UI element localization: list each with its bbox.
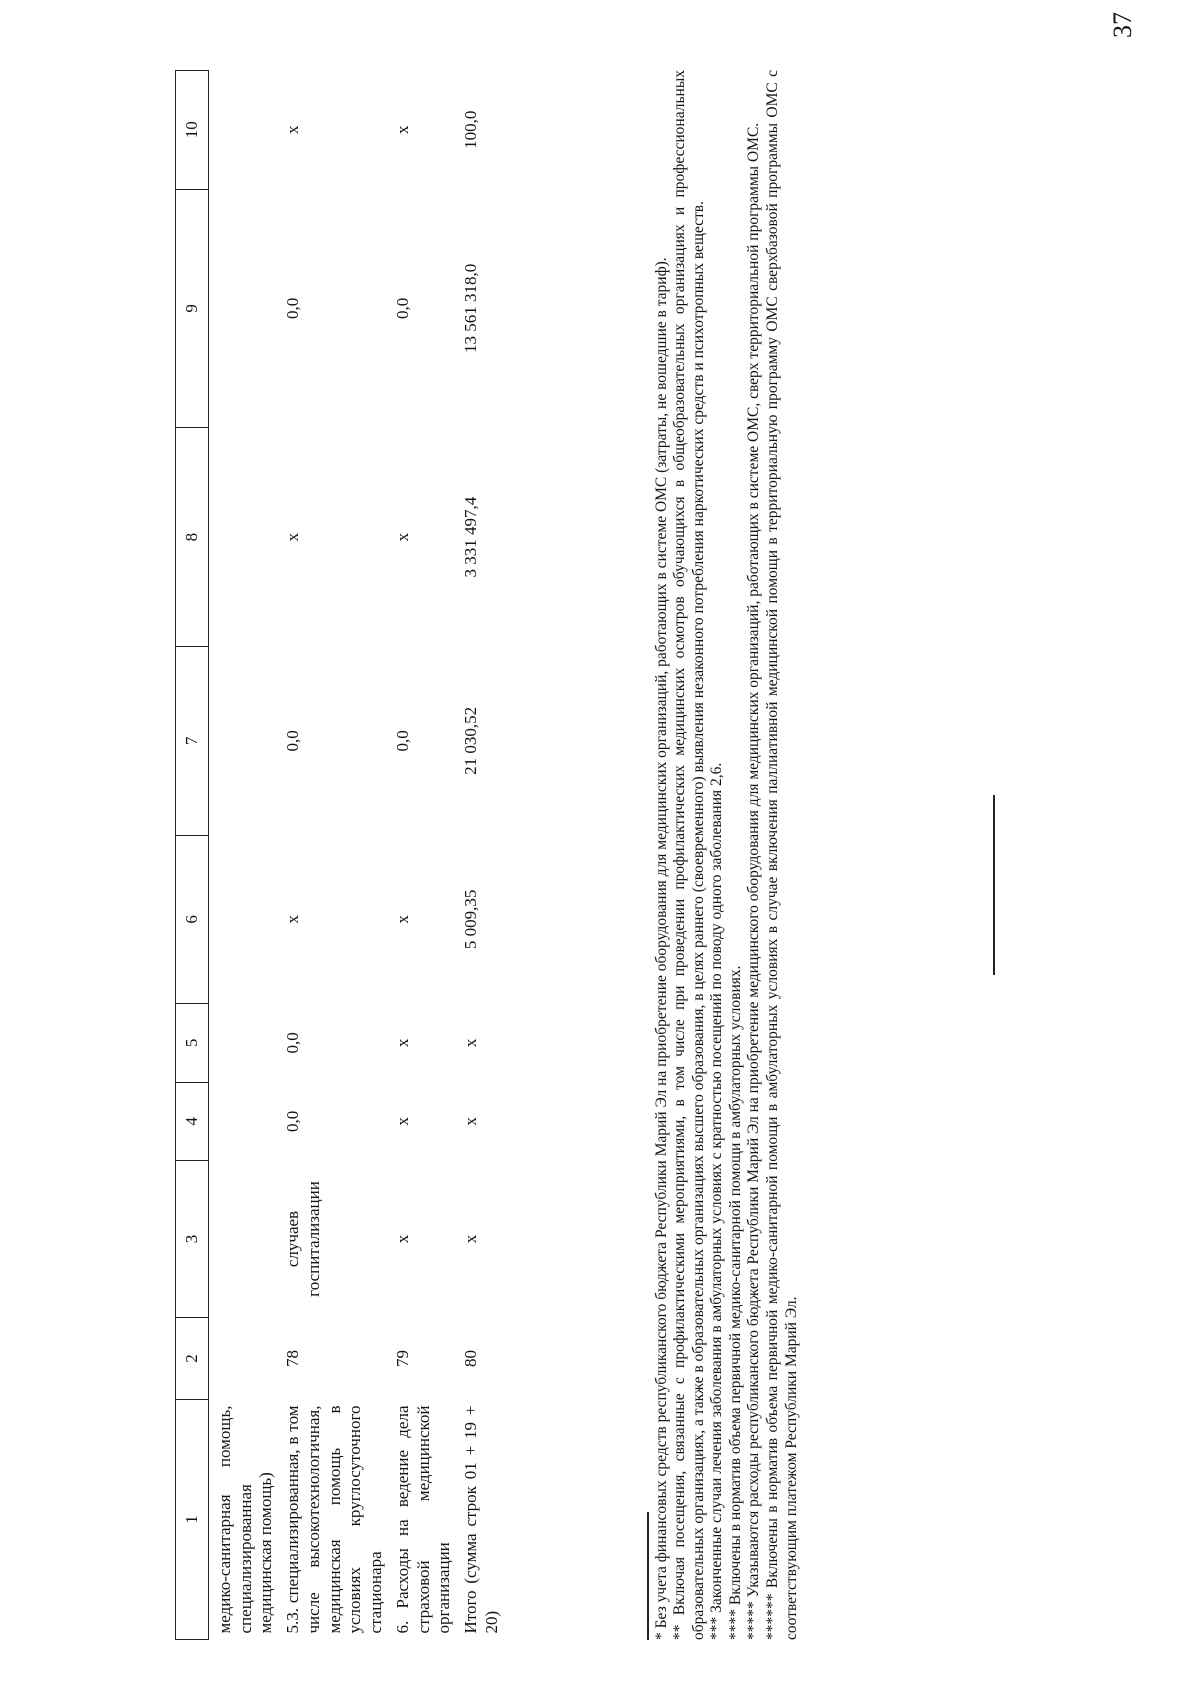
table-row-total xyxy=(455,71,502,1640)
cell-col-9: 0,0 xyxy=(283,297,303,320)
cell-col-6: х xyxy=(283,915,303,924)
cell-col-7: 0,0 xyxy=(392,730,412,752)
col-header-7: 7 xyxy=(176,646,209,835)
cell-col-4: х xyxy=(392,1117,412,1126)
row-unit: х xyxy=(392,1234,412,1244)
row-unit: случаев госпитализации xyxy=(283,1181,323,1297)
cell-col-7: 21 030,52 xyxy=(461,706,481,775)
col-header-8: 8 xyxy=(176,428,209,647)
col-header-4: 4 xyxy=(176,1082,209,1160)
cell-col-10: х xyxy=(283,125,303,135)
financing-table xyxy=(175,70,503,1640)
row-line-number: 78 xyxy=(283,1350,303,1367)
col-header-5: 5 xyxy=(176,1004,209,1082)
row-line-number xyxy=(209,1318,278,1400)
col-header-10: 10 xyxy=(176,71,209,190)
table-row xyxy=(209,71,278,1640)
row-line-number: 80 xyxy=(461,1350,481,1367)
col-header-1: 1 xyxy=(176,1400,209,1640)
footnote-2: ** Включая посещения, связанные с профилактическими мероприятиями, в том числе при проведении профилактических медицинских осмотров обучающихся в общеобразовательных организациях и профессиональных образовательных организациях, а также в образовательных организациях высшего образования, в целях раннего (своевременного) выявления незаконного потребления наркотических средств и психотропных веществ. xyxy=(671,70,707,1640)
cell-col-8: х xyxy=(283,532,303,542)
cell-col-4 xyxy=(209,1082,278,1160)
row-name: медико-санитарная помощь, специализированная медицинская помощь) xyxy=(215,1405,276,1634)
cell-col-10 xyxy=(209,71,278,190)
cell-col-8 xyxy=(209,428,278,647)
col-header-3: 3 xyxy=(176,1161,209,1318)
cell-col-4: 0,0 xyxy=(283,1110,303,1132)
cell-col-8: х xyxy=(392,532,412,542)
cell-col-6: х xyxy=(392,915,412,924)
cell-col-9: 0,0 xyxy=(392,297,412,320)
footnote-5: ***** Указываются расходы республиканского бюджета Республики Марий Эл на приобретение медицинского оборудования для медицинских организаций, работающих в системе ОМС, сверх территориальной программы ОМС. xyxy=(745,122,763,1640)
footnote-6: ****** Включены в норматив объема первичной медико-санитарной помощи в амбулаторных условиях в случае включения паллиативной медицинской помощи в территориальную программу ОМС сверхбазовой программы ОМС с соответствующим платежом Республики Марий Эл. xyxy=(764,70,800,1640)
footnote-4: **** Включены в норматив объема первичной медико-санитарной помощи в амбулаторных условиях. xyxy=(726,965,744,1640)
cell-col-8: 3 331 497,4 xyxy=(461,496,481,578)
row-name: Итого (сумма строк 01 + 19 + 20) xyxy=(461,1405,501,1634)
cell-col-6: 5 009,35 xyxy=(461,889,481,950)
row-name: 6. Расходы на ведение дела страховой медицинской организации xyxy=(392,1405,454,1634)
table-row xyxy=(277,71,387,1640)
end-of-document-rule xyxy=(993,795,995,975)
footnote-separator xyxy=(647,1512,649,1640)
page-number: 37 xyxy=(1108,12,1137,38)
landscape-content xyxy=(175,70,1075,1640)
footnotes xyxy=(647,70,801,1640)
col-header-2: 2 xyxy=(176,1318,209,1400)
col-header-9: 9 xyxy=(176,189,209,428)
row-unit: х xyxy=(461,1234,481,1244)
row-unit xyxy=(209,1161,278,1318)
cell-col-5: х xyxy=(461,1038,481,1048)
cell-col-6 xyxy=(209,835,278,1004)
cell-col-5: х xyxy=(392,1038,412,1048)
footnote-1: * Без учета финансовых средств республиканского бюджета Республики Марий Эл на приобретение оборудования для медицинских организаций, работающих в системе ОМС (затраты, не вошедшие в тариф). xyxy=(652,257,670,1640)
cell-col-10: 100,0 xyxy=(461,110,481,149)
cell-col-7 xyxy=(209,646,278,835)
cell-col-9: 13 561 318,0 xyxy=(461,263,481,354)
footnote-3: *** Законченные случаи лечения заболевания в амбулаторных условиях с кратностью посещений по поводу одного заболевания 2,6. xyxy=(708,762,726,1640)
row-line-number: 79 xyxy=(392,1350,412,1367)
cell-col-5 xyxy=(209,1004,278,1082)
cell-col-4: х xyxy=(461,1117,481,1126)
cell-col-9 xyxy=(209,189,278,428)
col-header-6: 6 xyxy=(176,835,209,1004)
cell-col-10: х xyxy=(392,125,412,135)
table-header-row xyxy=(176,71,209,1640)
table-row xyxy=(387,71,455,1640)
cell-col-5: 0,0 xyxy=(283,1032,303,1054)
row-name: 5.3. специализированная, в том числе высокотехнологичная, медицинская помощь в условиях круглосуточного стационара xyxy=(283,1405,386,1634)
cell-col-7: 0,0 xyxy=(283,730,303,752)
